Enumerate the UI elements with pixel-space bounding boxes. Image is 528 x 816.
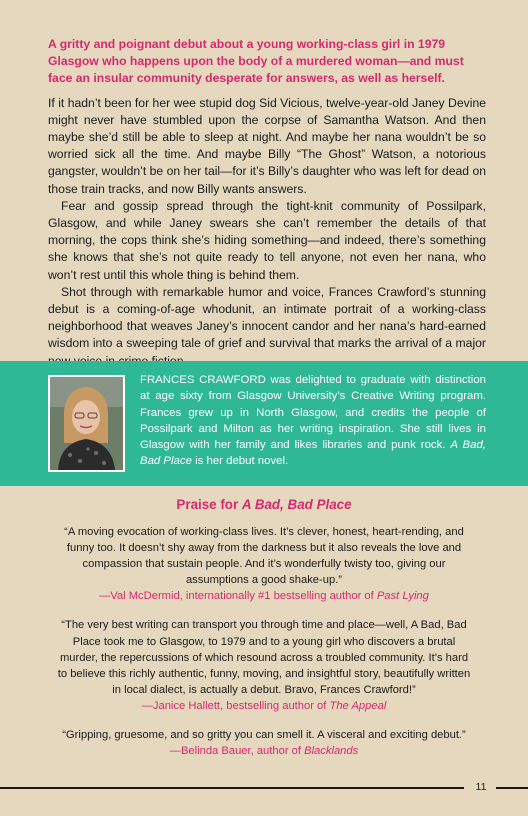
quote-attribution: [48, 698, 480, 714]
quote-attribution-text: —Janice Hallett, bestselling author of: [141, 699, 330, 712]
quote-attribution-text: —Val McDermid, internationally #1 bestselling author of: [99, 590, 377, 603]
footer-rule: [0, 787, 464, 789]
praise-quote: [48, 524, 480, 604]
author-bio-band: [0, 361, 528, 486]
praise-quote: [48, 617, 480, 714]
description-paragraph: Shot through with remarkable humor and voice, Frances Crawford’s stunning debut is a coming-of-age whodunit, an intimate portrait of a working-class neighborhood that weaves Janey’s innocent candor and her nana’s hard-earned wisdom into a sweeping tale of grief and survival that marks the arrival of a major: [48, 284, 486, 351]
praise-section: [48, 497, 480, 772]
author-bio-text: FRANCES CRAWFORD was delighted to graduate with distinction at age sixty from Glasgow University’s Creative Writing program. Frances grew up in North Glasgow, and credits the people of Possilpark and Milton as her writing inspiration. She still lives in Glasgow with her family and likes libraries and punk rock.: [140, 374, 486, 452]
author-bio: [140, 372, 486, 470]
description-body: [48, 95, 486, 370]
quote-text: “A moving evocation of working-class lives. It’s clever, honest, heart-rending, and funny too. It doesn’t shy away from the darkness but it also reveals the love and compassion that sustain people. And it’s wonderfully twisty too, giving our assumptions a good shake-up.”: [64, 526, 464, 587]
quote-attribution-work: Past Lying: [376, 590, 429, 603]
description-section: [48, 36, 486, 370]
praise-quote: [48, 727, 480, 759]
quote-attribution-work: Blacklands: [304, 745, 359, 758]
quote-attribution-text: —Belinda Bauer, author of: [169, 745, 305, 758]
lead-paragraph: A gritty and poignant debut about a young working-class girl in 1979 Glasgow who happens upon the body of a murdered woman—and must face an insular community desperate for answers, as well as herself.: [48, 37, 464, 86]
quote-attribution: [48, 588, 480, 604]
author-bio-end: is her debut novel.: [191, 455, 289, 468]
author-bio-book-title: A Bad, Bad Place: [140, 439, 486, 468]
praise-title: [48, 497, 480, 512]
author-portrait-image: [50, 377, 123, 470]
praise-title-book: A Bad, Bad Place: [241, 497, 352, 512]
quote-text: “Gripping, gruesome, and so gritty you can smell it. A visceral and exciting debut.”: [62, 729, 466, 742]
description-paragraph: Fear and gossip spread through the tight-knit community of Possilpark, Glasgow, and while Janey swears she can’t remember the details of that morning, the cops think she’s hiding something—and indeed, there’s something she knows that she’s not quite ready to tell anyone, not even her nana, who won’t rest until this whole thing is behind them.: [48, 198, 486, 282]
quote-attribution-work: The Appeal: [329, 699, 387, 712]
quote-attribution: [48, 743, 480, 759]
praise-title-prefix: Praise for: [176, 497, 242, 512]
footer-rule: [496, 787, 528, 789]
description-paragraph: If it hadn’t been for her wee stupid dog Sid Vicious, twelve-year-old Janey Devine might never have stumbled upon the corpse of Samantha Watson. And then maybe she’d still be able to sleep at night. And maybe her nana wouldn’t be so worried sick all the time. And maybe Billy “The Ghost” Watson, a notorious gangster, wouldn’t be on her tail—for it’s Billy’s daughter who was left for dead on those train tracks, and now Billy wants answers.: [48, 95, 486, 196]
quote-text: “The very best writing can transport you through time and place—well, A Bad, Bad Place took me to Glasgow, to 1979 and to a young girl who discovers a brutal murder, the repercussions of which resound across a troubled community. It’s hard to believe this richly authentic, funny, moving, and insightful story, beautifully written in local dialect, is actually a debut. Bravo, Frances Crawford!”: [57, 619, 471, 696]
author-photo: [48, 375, 125, 472]
page-number: 11: [475, 781, 487, 793]
